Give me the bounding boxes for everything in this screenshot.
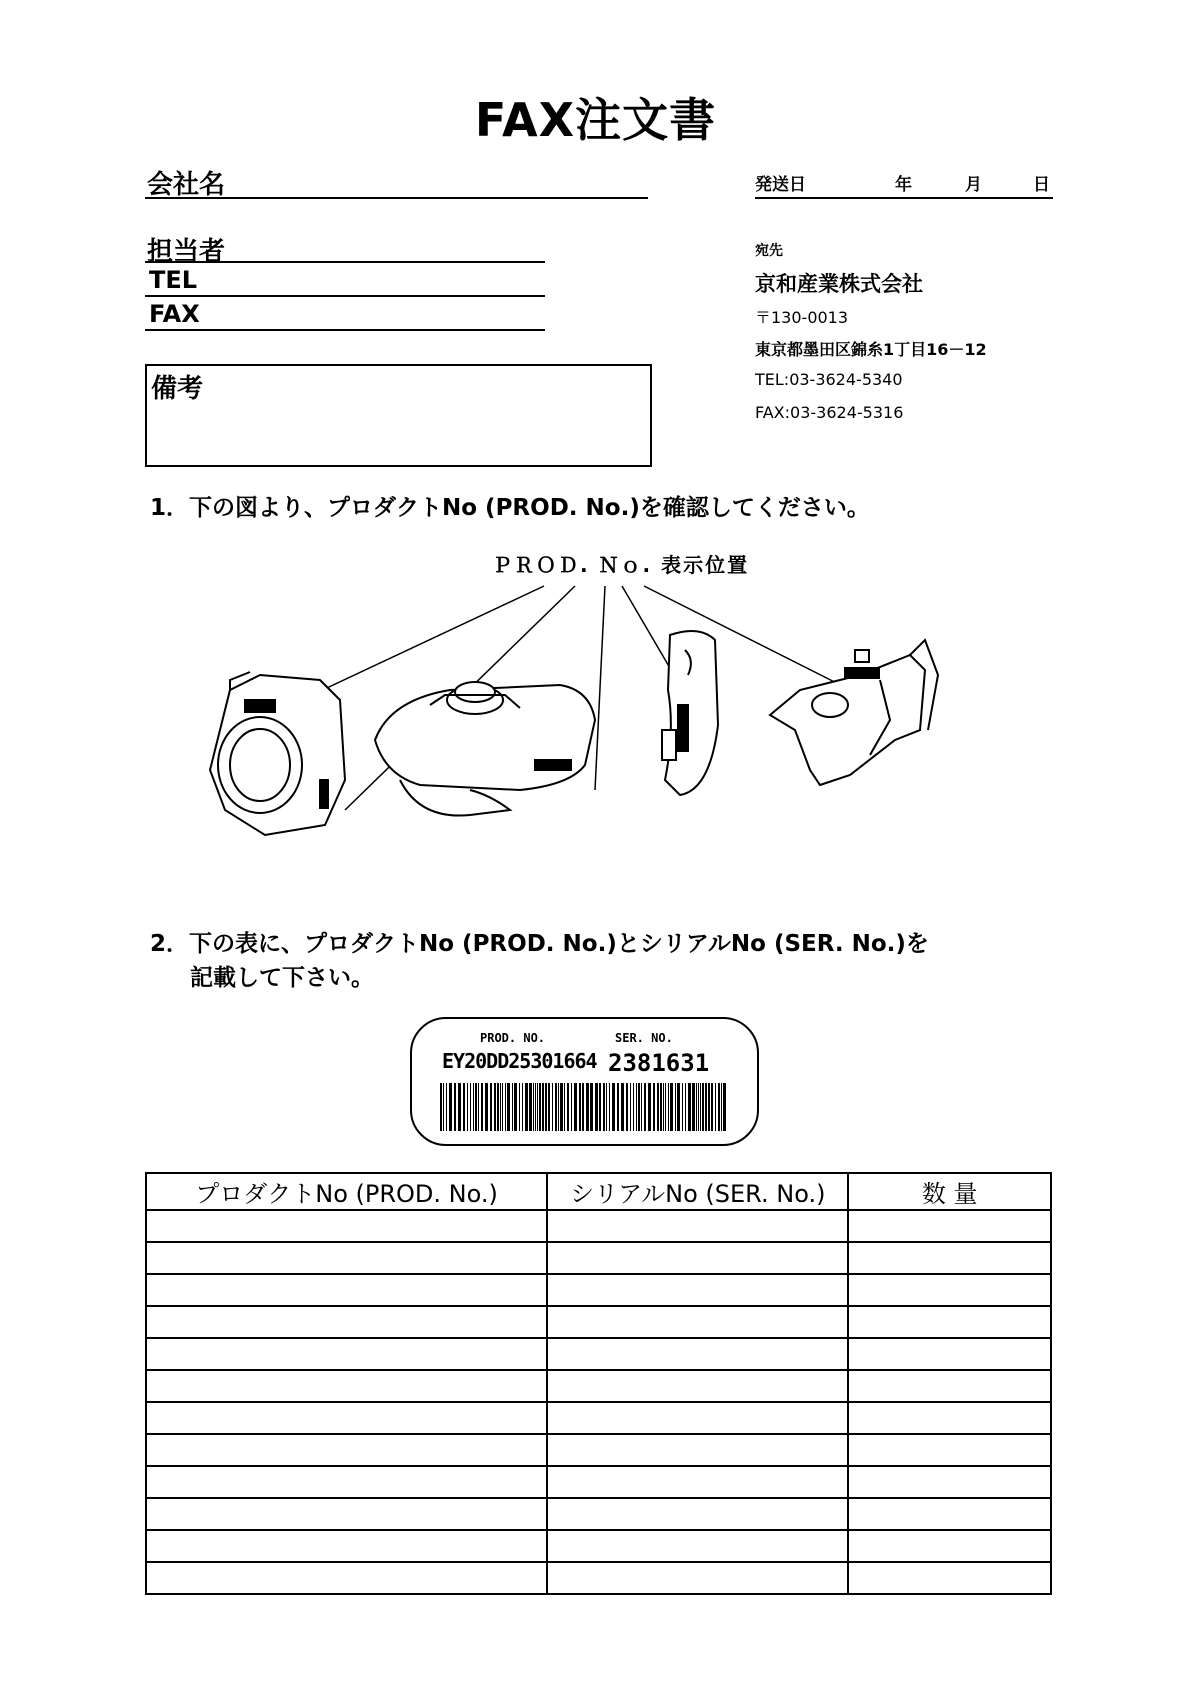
nameplate-prod-value: EY20DD25301664 [442, 1049, 597, 1073]
ser-no-cell[interactable] [547, 1402, 848, 1434]
ser-no-cell[interactable] [547, 1338, 848, 1370]
nameplate-ser-value: 2381631 [608, 1049, 710, 1077]
barcode-bar [698, 1083, 699, 1131]
barcode-bar [609, 1083, 610, 1131]
barcode-bar [633, 1083, 634, 1131]
barcode-bar [677, 1083, 680, 1131]
barcode-bar [688, 1083, 691, 1131]
person-label: 担当者 [147, 237, 226, 267]
barcode-bar [682, 1083, 683, 1131]
ship-date-label: 発送日 [755, 175, 806, 195]
fax-label: FAX [149, 300, 200, 328]
prod-no-cell[interactable] [146, 1530, 547, 1562]
prod-no-cell[interactable] [146, 1306, 547, 1338]
column-header-quantity: 数 量 [848, 1173, 1051, 1210]
barcode-bar [507, 1083, 510, 1131]
barcode-bar [478, 1083, 479, 1131]
quantity-cell[interactable] [848, 1242, 1051, 1274]
quantity-cell[interactable] [848, 1306, 1051, 1338]
sample-nameplate [410, 1017, 759, 1146]
step2-instruction-line2: 記載して下さい。 [190, 965, 374, 991]
engine-parts-illustration [190, 580, 1020, 900]
quantity-cell[interactable] [848, 1498, 1051, 1530]
month-label: 月 [965, 175, 982, 195]
remarks-box[interactable] [145, 364, 652, 467]
barcode-bar [555, 1083, 557, 1131]
barcode-bar [449, 1083, 452, 1131]
recipient-company: 京和産業株式会社 [755, 272, 923, 296]
nameplate-barcode [440, 1083, 726, 1131]
barcode-bar [700, 1083, 701, 1131]
barcode-bar [481, 1083, 483, 1131]
barcode-bar [545, 1083, 547, 1131]
table-row [146, 1402, 1051, 1434]
tel-field[interactable] [145, 265, 545, 297]
barcode-bar [454, 1083, 456, 1131]
barcode-bar [537, 1083, 538, 1131]
barcode-bar [644, 1083, 646, 1131]
barcode-bar [525, 1083, 528, 1131]
barcode-bar [696, 1083, 697, 1131]
blower-housing-drawing [210, 672, 345, 835]
order-table [145, 1172, 1052, 1595]
table-row [146, 1210, 1051, 1242]
fax-field[interactable] [145, 299, 545, 331]
barcode-bar [560, 1083, 563, 1131]
barcode-bar [571, 1083, 572, 1131]
barcode-bar [621, 1083, 624, 1131]
column-header-prod-no: プロダクトNo (PROD. No.) [146, 1173, 547, 1210]
barcode-bar [494, 1083, 496, 1131]
barcode-bar [473, 1083, 474, 1131]
quantity-cell[interactable] [848, 1530, 1051, 1562]
barcode-bar [663, 1083, 664, 1131]
table-row [146, 1370, 1051, 1402]
quantity-cell[interactable] [848, 1402, 1051, 1434]
barcode-bar [595, 1083, 598, 1131]
year-label: 年 [895, 175, 912, 195]
table-row [146, 1338, 1051, 1370]
barcode-bar [505, 1083, 506, 1131]
barcode-bar [519, 1083, 520, 1131]
barcode-bar [497, 1083, 499, 1131]
barcode-bar [599, 1083, 601, 1131]
fuel-tank-drawing [375, 682, 595, 816]
barcode-bar [630, 1083, 631, 1131]
barcode-bar [692, 1083, 695, 1131]
nameplate-ser-header: SER. NO. [615, 1031, 673, 1045]
step2-instruction-line1: 2．下の表に、プロダクトNo (PROD. No.)とシリアルNo (SER. No.)を [150, 931, 929, 957]
barcode-bar [440, 1083, 442, 1131]
barcode-bar [708, 1083, 710, 1131]
tel-label: TEL [149, 266, 198, 294]
barcode-bar [463, 1083, 465, 1131]
step1-instruction: 1．下の図より、プロダクトNo (PROD. No.)を確認してください。 [150, 495, 870, 521]
barcode-bar [711, 1083, 713, 1131]
barcode-bar [533, 1083, 534, 1131]
ser-no-cell[interactable] [547, 1434, 848, 1466]
barcode-bar [705, 1083, 707, 1131]
prod-no-cell[interactable] [146, 1242, 547, 1274]
ser-no-cell[interactable] [547, 1306, 848, 1338]
barcode-bar [485, 1083, 488, 1131]
barcode-bar [539, 1083, 541, 1131]
barcode-bar [490, 1083, 492, 1131]
prod-no-cell[interactable] [146, 1338, 547, 1370]
person-field[interactable] [145, 231, 545, 267]
ship-date-field[interactable] [755, 170, 1053, 199]
prod-no-location-label: ＰＲＯＤ. Ｎｏ. 表示位置 [492, 553, 750, 577]
barcode-bar [552, 1083, 553, 1131]
table-header-row [146, 1173, 1051, 1210]
barcode-bar [446, 1083, 447, 1131]
ser-no-cell[interactable] [547, 1498, 848, 1530]
prod-no-cell[interactable] [146, 1498, 547, 1530]
ser-no-cell[interactable] [547, 1274, 848, 1306]
quantity-cell[interactable] [848, 1434, 1051, 1466]
barcode-bar [702, 1083, 704, 1131]
barcode-bar [548, 1083, 550, 1131]
barcode-bar [535, 1083, 536, 1131]
barcode-bar [665, 1083, 666, 1131]
table-row [146, 1466, 1051, 1498]
quantity-cell[interactable] [848, 1274, 1051, 1306]
barcode-bar [657, 1083, 659, 1131]
remarks-label: 備考 [151, 374, 204, 404]
quantity-cell[interactable] [848, 1338, 1051, 1370]
barcode-bar [467, 1083, 468, 1131]
ser-no-cell[interactable] [547, 1242, 848, 1274]
barcode-bar [638, 1083, 640, 1131]
leader-line [595, 586, 605, 790]
barcode-bar [653, 1083, 655, 1131]
barcode-bar [626, 1083, 628, 1131]
barcode-bar [685, 1083, 686, 1131]
prod-no-cell[interactable] [146, 1434, 547, 1466]
barcode-bar [502, 1083, 503, 1131]
prod-no-cell[interactable] [146, 1370, 547, 1402]
table-row [146, 1306, 1051, 1338]
recipient-address: 東京都墨田区錦糸1丁目16－12 [755, 340, 987, 359]
barcode-bar [522, 1083, 523, 1131]
ser-no-cell[interactable] [547, 1370, 848, 1402]
barcode-bar [636, 1083, 637, 1131]
barcode-bar [617, 1083, 619, 1131]
barcode-bar [567, 1083, 569, 1131]
prod-no-cell[interactable] [146, 1466, 547, 1498]
barcode-bar [512, 1083, 513, 1131]
recipient-fax: FAX:03-3624-5316 [755, 403, 904, 422]
barcode-bar [500, 1083, 501, 1131]
recipient-postal: 〒130-0013 [755, 308, 849, 327]
prod-no-cell[interactable] [146, 1274, 547, 1306]
prod-no-cell[interactable] [146, 1402, 547, 1434]
quantity-cell[interactable] [848, 1370, 1051, 1402]
quantity-cell[interactable] [848, 1562, 1051, 1594]
prod-no-cell[interactable] [146, 1562, 547, 1594]
ser-no-cell[interactable] [547, 1530, 848, 1562]
prod-no-cell[interactable] [146, 1210, 547, 1242]
ser-no-cell[interactable] [547, 1466, 848, 1498]
barcode-bar [529, 1083, 532, 1131]
barcode-bar [590, 1083, 593, 1131]
table-row [146, 1274, 1051, 1306]
barcode-bar [612, 1083, 615, 1131]
barcode-bar [475, 1083, 477, 1131]
barcode-bar [574, 1083, 577, 1131]
barcode-bar [721, 1083, 722, 1131]
barcode-bar [542, 1083, 544, 1131]
barcode-bar [603, 1083, 605, 1131]
company-field[interactable] [145, 162, 648, 199]
barcode-bar [648, 1083, 651, 1131]
table-row [146, 1498, 1051, 1530]
table-row [146, 1434, 1051, 1466]
ser-no-cell[interactable] [547, 1562, 848, 1594]
barcode-bar [718, 1083, 720, 1131]
barcode-bar [668, 1083, 669, 1131]
barcode-bar [715, 1083, 716, 1131]
barcode-bar [514, 1083, 517, 1131]
barcode-bar [579, 1083, 581, 1131]
quantity-cell[interactable] [848, 1210, 1051, 1242]
barcode-bar [641, 1083, 642, 1131]
barcode-bar [586, 1083, 589, 1131]
table-row [146, 1242, 1051, 1274]
table-row [146, 1530, 1051, 1562]
table-row [146, 1562, 1051, 1594]
barcode-bar [470, 1083, 471, 1131]
day-label: 日 [1033, 175, 1050, 195]
column-header-ser-no: シリアルNo (SER. No.) [547, 1173, 848, 1210]
barcode-bar [582, 1083, 584, 1131]
barcode-bar [458, 1083, 461, 1131]
company-label: 会社名 [147, 170, 226, 200]
recipient-tel: TEL:03-3624-5340 [755, 370, 903, 389]
page-title: FAX注文書 [474, 93, 717, 147]
barcode-bar [606, 1083, 607, 1131]
quantity-cell[interactable] [848, 1466, 1051, 1498]
barcode-bar [443, 1083, 444, 1131]
barcode-bar [675, 1083, 676, 1131]
barcode-bar [558, 1083, 559, 1131]
barcode-bar [564, 1083, 565, 1131]
barcode-bar [660, 1083, 662, 1131]
bracket-drawing [662, 631, 718, 795]
ser-no-cell[interactable] [547, 1210, 848, 1242]
barcode-bar [670, 1083, 673, 1131]
recipient-to-label: 宛先 [755, 243, 783, 259]
barcode-bar [723, 1083, 726, 1131]
nameplate-prod-header: PROD. NO. [480, 1031, 546, 1045]
